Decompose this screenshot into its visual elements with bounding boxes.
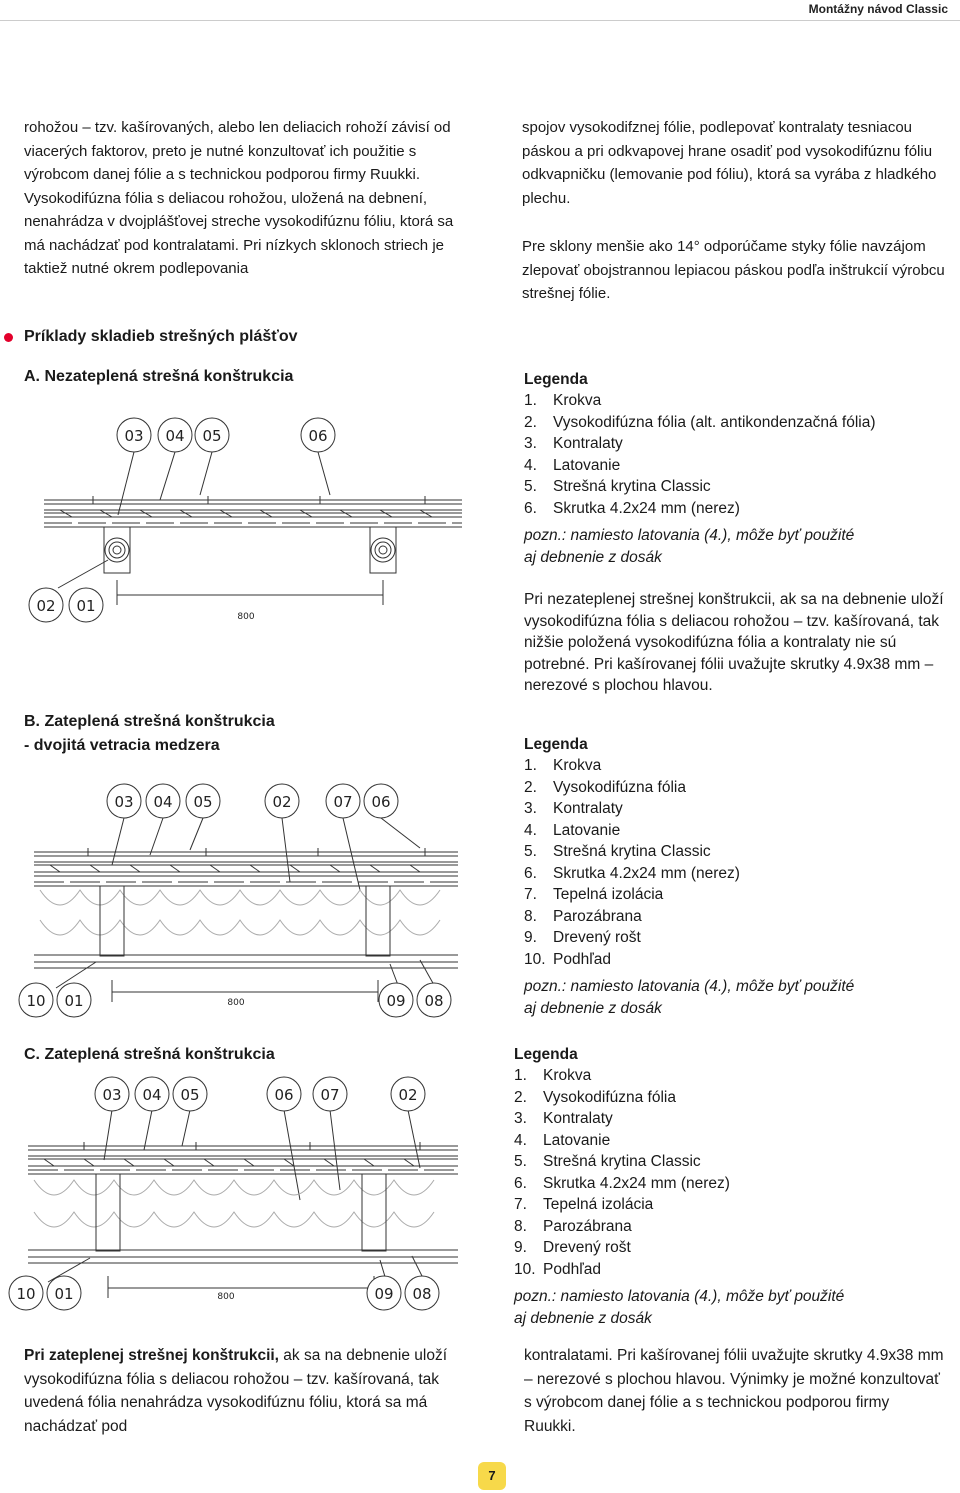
footer-right-paragraph: kontralatami. Pri kašírovanej fólii uvažujte skrutky 4.9x38 mm – nerezové s plochou hlavou. Výnimky je možné konzultovať s výrobcom danej fólie a s technickou podporou firmy Ruukki. bbox=[524, 1347, 944, 1435]
callout-a-05: 05 bbox=[202, 427, 222, 445]
list-item: 4. Latovanie bbox=[524, 821, 621, 839]
list-item: 7. Tepelná izolácia bbox=[524, 886, 664, 903]
list-item: 2. Vysokodifúzna fólia bbox=[524, 778, 686, 796]
footer-left-paragraph bbox=[24, 1344, 464, 1438]
dimension-c: 800 bbox=[217, 1292, 235, 1302]
legend-c-note: pozn.: namiesto latovania (4.), môže byť použité aj debnenie z dosák bbox=[514, 1288, 845, 1327]
header-divider bbox=[0, 20, 960, 21]
legend-b-list bbox=[524, 755, 954, 970]
callout-a-06: 06 bbox=[308, 427, 328, 445]
callout-b-09: 09 bbox=[386, 992, 406, 1010]
page-number-badge: 7 bbox=[478, 1462, 506, 1490]
list-item: 1. Krokva bbox=[524, 392, 602, 409]
legend-a-title: Legenda bbox=[524, 371, 588, 388]
section-b-legend bbox=[524, 736, 954, 1019]
list-item: 7. Tepelná izolácia bbox=[514, 1196, 654, 1213]
callout-b-05: 05 bbox=[193, 793, 213, 811]
list-item: 5. Strešná krytina Classic bbox=[524, 478, 711, 495]
callout-c-03: 03 bbox=[102, 1086, 122, 1104]
callout-b-01: 01 bbox=[64, 992, 84, 1010]
callout-c-07: 07 bbox=[320, 1086, 340, 1104]
section-c-legend bbox=[514, 1046, 954, 1329]
list-item: 5. Strešná krytina Classic bbox=[514, 1153, 701, 1170]
intro-right-paragraph-2: Pre sklony menšie ako 14° odporúčame styky fólie navzájom zlepovať obojstrannou lepiacou páskou podľa inštrukcií výrobcu strešnej fólie. bbox=[522, 238, 945, 302]
section-c-diagram bbox=[0, 1070, 470, 1325]
list-item: 6. Skrutka 4.2x24 mm (nerez) bbox=[524, 864, 740, 882]
callout-b-08: 08 bbox=[424, 992, 444, 1010]
dimension-b: 800 bbox=[227, 998, 245, 1008]
section-b-title-1: B. Zateplená strešná konštrukcia bbox=[24, 713, 275, 730]
list-item: 8. Parozábrana bbox=[524, 907, 642, 925]
callout-b-04: 04 bbox=[153, 793, 173, 811]
section-bullet-icon bbox=[4, 333, 13, 342]
callout-c-04: 04 bbox=[142, 1086, 162, 1104]
list-item: 4. Latovanie bbox=[524, 456, 621, 474]
list-item: 8. Parozábrana bbox=[514, 1217, 632, 1235]
section-b-diagram bbox=[0, 770, 470, 1025]
footer-left-text: ak sa na debnenie uloží vysokodifúzna fólia s deliacou rohožou – tzv. kašírovaná, tak uvedená fólia nenahrádza vysokodifúznu fóliu, ktorá sa má nachádzať pod bbox=[24, 1347, 448, 1435]
callout-b-02: 02 bbox=[272, 793, 292, 811]
list-item: 6. Skrutka 4.2x24 mm (nerez) bbox=[514, 1174, 730, 1192]
list-item: 9. Drevený rošt bbox=[514, 1239, 631, 1256]
callout-c-01: 01 bbox=[54, 1285, 74, 1303]
list-item: 5. Strešná krytina Classic bbox=[524, 843, 711, 860]
section-a-diagram bbox=[0, 400, 470, 630]
callout-b-06: 06 bbox=[371, 793, 391, 811]
list-item: 1. Krokva bbox=[524, 757, 602, 774]
legend-c-list bbox=[514, 1065, 954, 1280]
list-item: 3. Kontralaty bbox=[514, 1110, 613, 1127]
list-item: 10. Podhľad bbox=[524, 950, 611, 968]
section-title: Príklady skladieb strešných plášťov bbox=[24, 328, 298, 345]
intro-right-paragraph-1: spojov vysokodifznej fólie, podlepovať kontralaty tesniacou páskou a pri odkvapovej hrane osadiť pod vysokodifúznu fóliu odkvapničku (lemovanie pod fóliu), ktorá sa vyrába z hladkého plechu. bbox=[522, 119, 937, 207]
legend-a-note: pozn.: namiesto latovania (4.), môže byť použité aj debnenie z dosák bbox=[524, 527, 855, 566]
list-item: 2. Vysokodifúzna fólia (alt. antikondenzačná fólia) bbox=[524, 413, 876, 431]
callout-c-10: 10 bbox=[16, 1285, 36, 1303]
section-a-title: A. Nezateplená strešná konštrukcia bbox=[24, 368, 294, 385]
callout-c-02: 02 bbox=[398, 1086, 418, 1104]
callout-b-07: 07 bbox=[333, 793, 353, 811]
list-item: 9. Drevený rošt bbox=[524, 929, 641, 946]
legend-b-title: Legenda bbox=[524, 736, 588, 753]
callout-b-03: 03 bbox=[114, 793, 134, 811]
list-item: 3. Kontralaty bbox=[524, 435, 623, 452]
legend-b-note: pozn.: namiesto latovania (4.), môže byť použité aj debnenie z dosák bbox=[524, 978, 855, 1017]
list-item: 1. Krokva bbox=[514, 1067, 592, 1084]
dimension-a: 800 bbox=[237, 612, 255, 622]
list-item: 6. Skrutka 4.2x24 mm (nerez) bbox=[524, 499, 740, 517]
callout-c-09: 09 bbox=[374, 1285, 394, 1303]
callout-a-02: 02 bbox=[36, 597, 56, 615]
page-header-title: Montážny návod Classic bbox=[808, 2, 948, 16]
section-c-title: C. Zateplená strešná konštrukcia bbox=[24, 1046, 275, 1063]
callout-c-08: 08 bbox=[412, 1285, 432, 1303]
section-a-description: Pri nezateplenej strešnej konštrukcii, ak sa na debnenie uloží vysokodifúzna fólia s deliacou rohožou – tzv. kašírovaná, tak nižšie položená vysokodifúzna fólia a kontralaty nie sú potrebné. Pri kašírovanej fólii uvažujte skrutky 4.9x38 mm – nerezové s plochou hlavou. bbox=[524, 591, 944, 694]
list-item: 4. Latovanie bbox=[514, 1131, 611, 1149]
list-item: 2. Vysokodifúzna fólia bbox=[514, 1088, 676, 1106]
section-b-title-2: - dvojitá vetracia medzera bbox=[24, 737, 220, 754]
list-item: 10. Podhľad bbox=[514, 1260, 601, 1278]
callout-c-06: 06 bbox=[274, 1086, 294, 1104]
legend-c-title: Legenda bbox=[514, 1046, 578, 1063]
section-a-legend bbox=[524, 371, 954, 568]
callout-c-05: 05 bbox=[180, 1086, 200, 1104]
callout-a-04: 04 bbox=[165, 427, 185, 445]
footer-left-bold: Pri zateplenej strešnej konštrukcii, bbox=[24, 1347, 279, 1364]
legend-a-list bbox=[524, 390, 954, 519]
callout-b-10: 10 bbox=[26, 992, 46, 1010]
callout-a-01: 01 bbox=[76, 597, 96, 615]
list-item: 3. Kontralaty bbox=[524, 800, 623, 817]
callout-a-03: 03 bbox=[124, 427, 144, 445]
intro-left-paragraph: rohožou – tzv. kašírovaných, alebo len deliacich rohoží závisí od viacerých faktorov, preto je nutné konzultovať ich použitie s výrobcom danej fólie a s technickou podporou firmy Ruukki. Vysokodifúzna fólia s deliacou rohožou, uložená na debnení, nenahrádza v dvojplášťovej streche vysokodifúznu fóliu, ktorá sa má nachádzať pod kontralatami. Pri nízkych sklonoch striech je taktiež nutné okrem podlepovania bbox=[24, 119, 454, 277]
